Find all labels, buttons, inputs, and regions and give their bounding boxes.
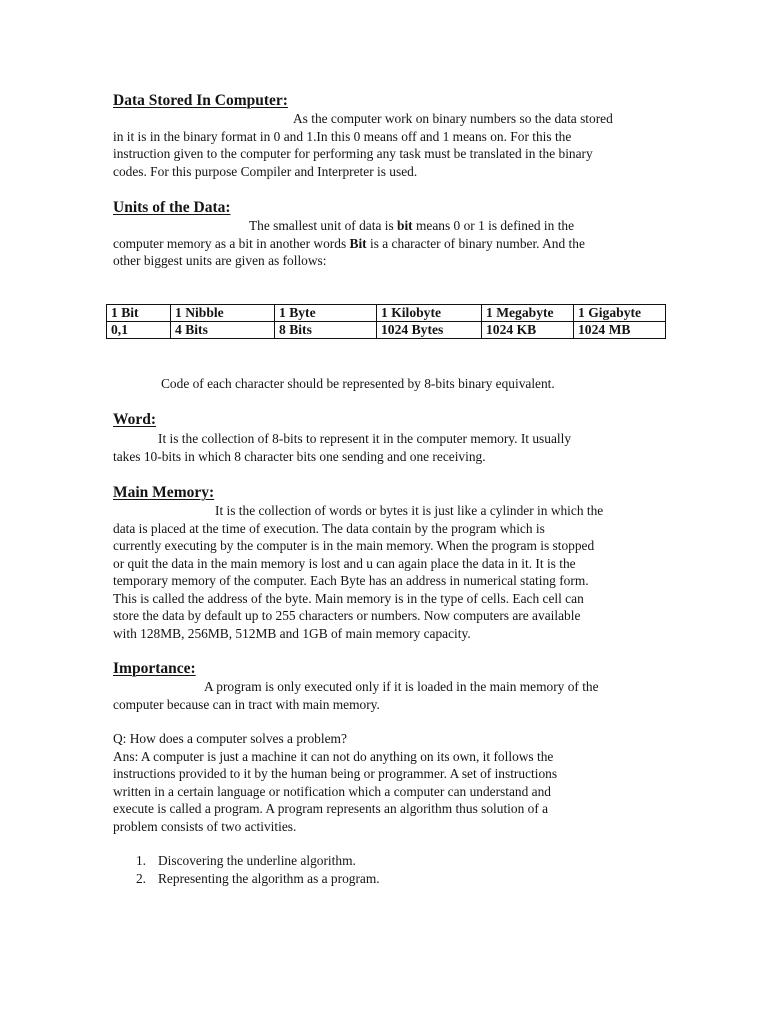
heading-main-memory: Main Memory:: [113, 484, 215, 501]
paragraph-main-memory: [113, 502, 658, 642]
text-line: execute is called a program. A program represents an algorithm thus solution of a: [113, 801, 549, 816]
text-line: instructions provided to it by the human being or programmer. A set of instructions: [113, 766, 558, 781]
bold-term-bit: bit: [397, 218, 413, 233]
text-span: computer memory as a bit in another words: [113, 235, 350, 251]
question-line: Q: How does a computer solves a problem?: [113, 731, 347, 746]
text-line: This is called the address of the byte. Main memory is in the type of cells. Each cell can: [113, 590, 584, 606]
code-note: [161, 375, 706, 393]
table-cell: 1024 MB: [574, 322, 666, 339]
table-cell: 1024 KB: [482, 322, 574, 339]
table-cell: 0,1: [107, 322, 171, 339]
heading-data-stored: Data Stored In Computer:: [113, 92, 288, 109]
text-line: codes. For this purpose Compiler and Interpreter is used.: [113, 163, 418, 179]
text-span: The smallest unit of data is: [249, 218, 398, 233]
units-table: [106, 304, 666, 339]
text-line: [113, 235, 658, 253]
text-span: means 0 or 1 is defined in the: [412, 218, 575, 233]
table-row: [107, 322, 666, 339]
paragraph-data-stored: [113, 110, 658, 180]
list-number: 1.: [135, 853, 146, 868]
text-span: is a character of binary number. And the: [366, 235, 585, 251]
table-cell: 1 Nibble: [171, 305, 275, 322]
paragraph-word: [113, 430, 658, 465]
paragraph-question: [113, 730, 658, 835]
text-line: data is placed at the time of execution. The data contain by the program which is: [113, 520, 545, 536]
table-cell: 1024 Bytes: [377, 322, 482, 339]
table-cell: 1 Kilobyte: [377, 305, 482, 322]
heading-importance: Importance:: [113, 660, 196, 677]
text-line: store the data by default up to 255 characters or numbers. Now computers are available: [113, 608, 581, 623]
text-line: Ans: A computer is just a machine it can not do anything on its own, it follows the: [113, 748, 554, 764]
table-row: [107, 305, 666, 322]
list-item: [113, 852, 658, 870]
paragraph-importance: [113, 678, 658, 713]
text-line: written in a certain language or notification which a computer can understand and: [113, 783, 552, 799]
text-line: It is the collection of words or bytes it is just like a cylinder in which the: [215, 503, 604, 518]
table-cell: 8 Bits: [275, 322, 377, 339]
table-cell: 4 Bits: [171, 322, 275, 339]
list-item: [113, 870, 658, 888]
table-cell: 1 Megabyte: [482, 305, 574, 322]
heading-word: Word:: [113, 411, 157, 428]
text-line: A program is only executed only if it is loaded in the main memory of the: [204, 679, 599, 694]
table-cell: 1 Bit: [107, 305, 171, 322]
heading-units: Units of the Data:: [113, 199, 231, 216]
text-line: computer because can in tract with main memory.: [113, 696, 380, 712]
text-line: or quit the data in the main memory is lost and u can again place the data in it. It is the: [113, 555, 576, 571]
text-line: currently executing by the computer is in the main memory. When the program is stopped: [113, 538, 595, 553]
text-line: instruction given to the computer for performing any task must be translated in the binary: [113, 146, 593, 161]
list-number: 2.: [135, 870, 146, 886]
text-line: in it is in the binary format in 0 and 1.In this 0 means off and 1 means on. For this the: [113, 128, 572, 144]
text-line: with 128MB, 256MB, 512MB and 1GB of main memory capacity.: [113, 625, 471, 641]
text-line: [113, 217, 658, 235]
text-line: As the computer work on binary numbers so the data stored: [293, 111, 613, 126]
text-line: takes 10-bits in which 8 character bits one sending and one receiving.: [113, 448, 486, 464]
table-cell: 1 Gigabyte: [574, 305, 666, 322]
table-cell: 1 Byte: [275, 305, 377, 322]
list-text: Discovering the underline algorithm.: [158, 853, 356, 868]
text-line: temporary memory of the computer. Each Byte has an address in numerical stating form.: [113, 573, 589, 588]
text-line: Code of each character should be represented by 8-bits binary equivalent.: [161, 376, 555, 391]
text-line: other biggest units are given as follows:: [113, 253, 327, 268]
text-line: It is the collection of 8-bits to represent it in the computer memory. It usually: [158, 431, 572, 446]
text-line: problem consists of two activities.: [113, 818, 297, 834]
paragraph-units: [113, 217, 658, 270]
numbered-list: [113, 852, 658, 887]
list-text: Representing the algorithm as a program.: [158, 870, 380, 886]
bold-term-bit: Bit: [349, 235, 367, 251]
